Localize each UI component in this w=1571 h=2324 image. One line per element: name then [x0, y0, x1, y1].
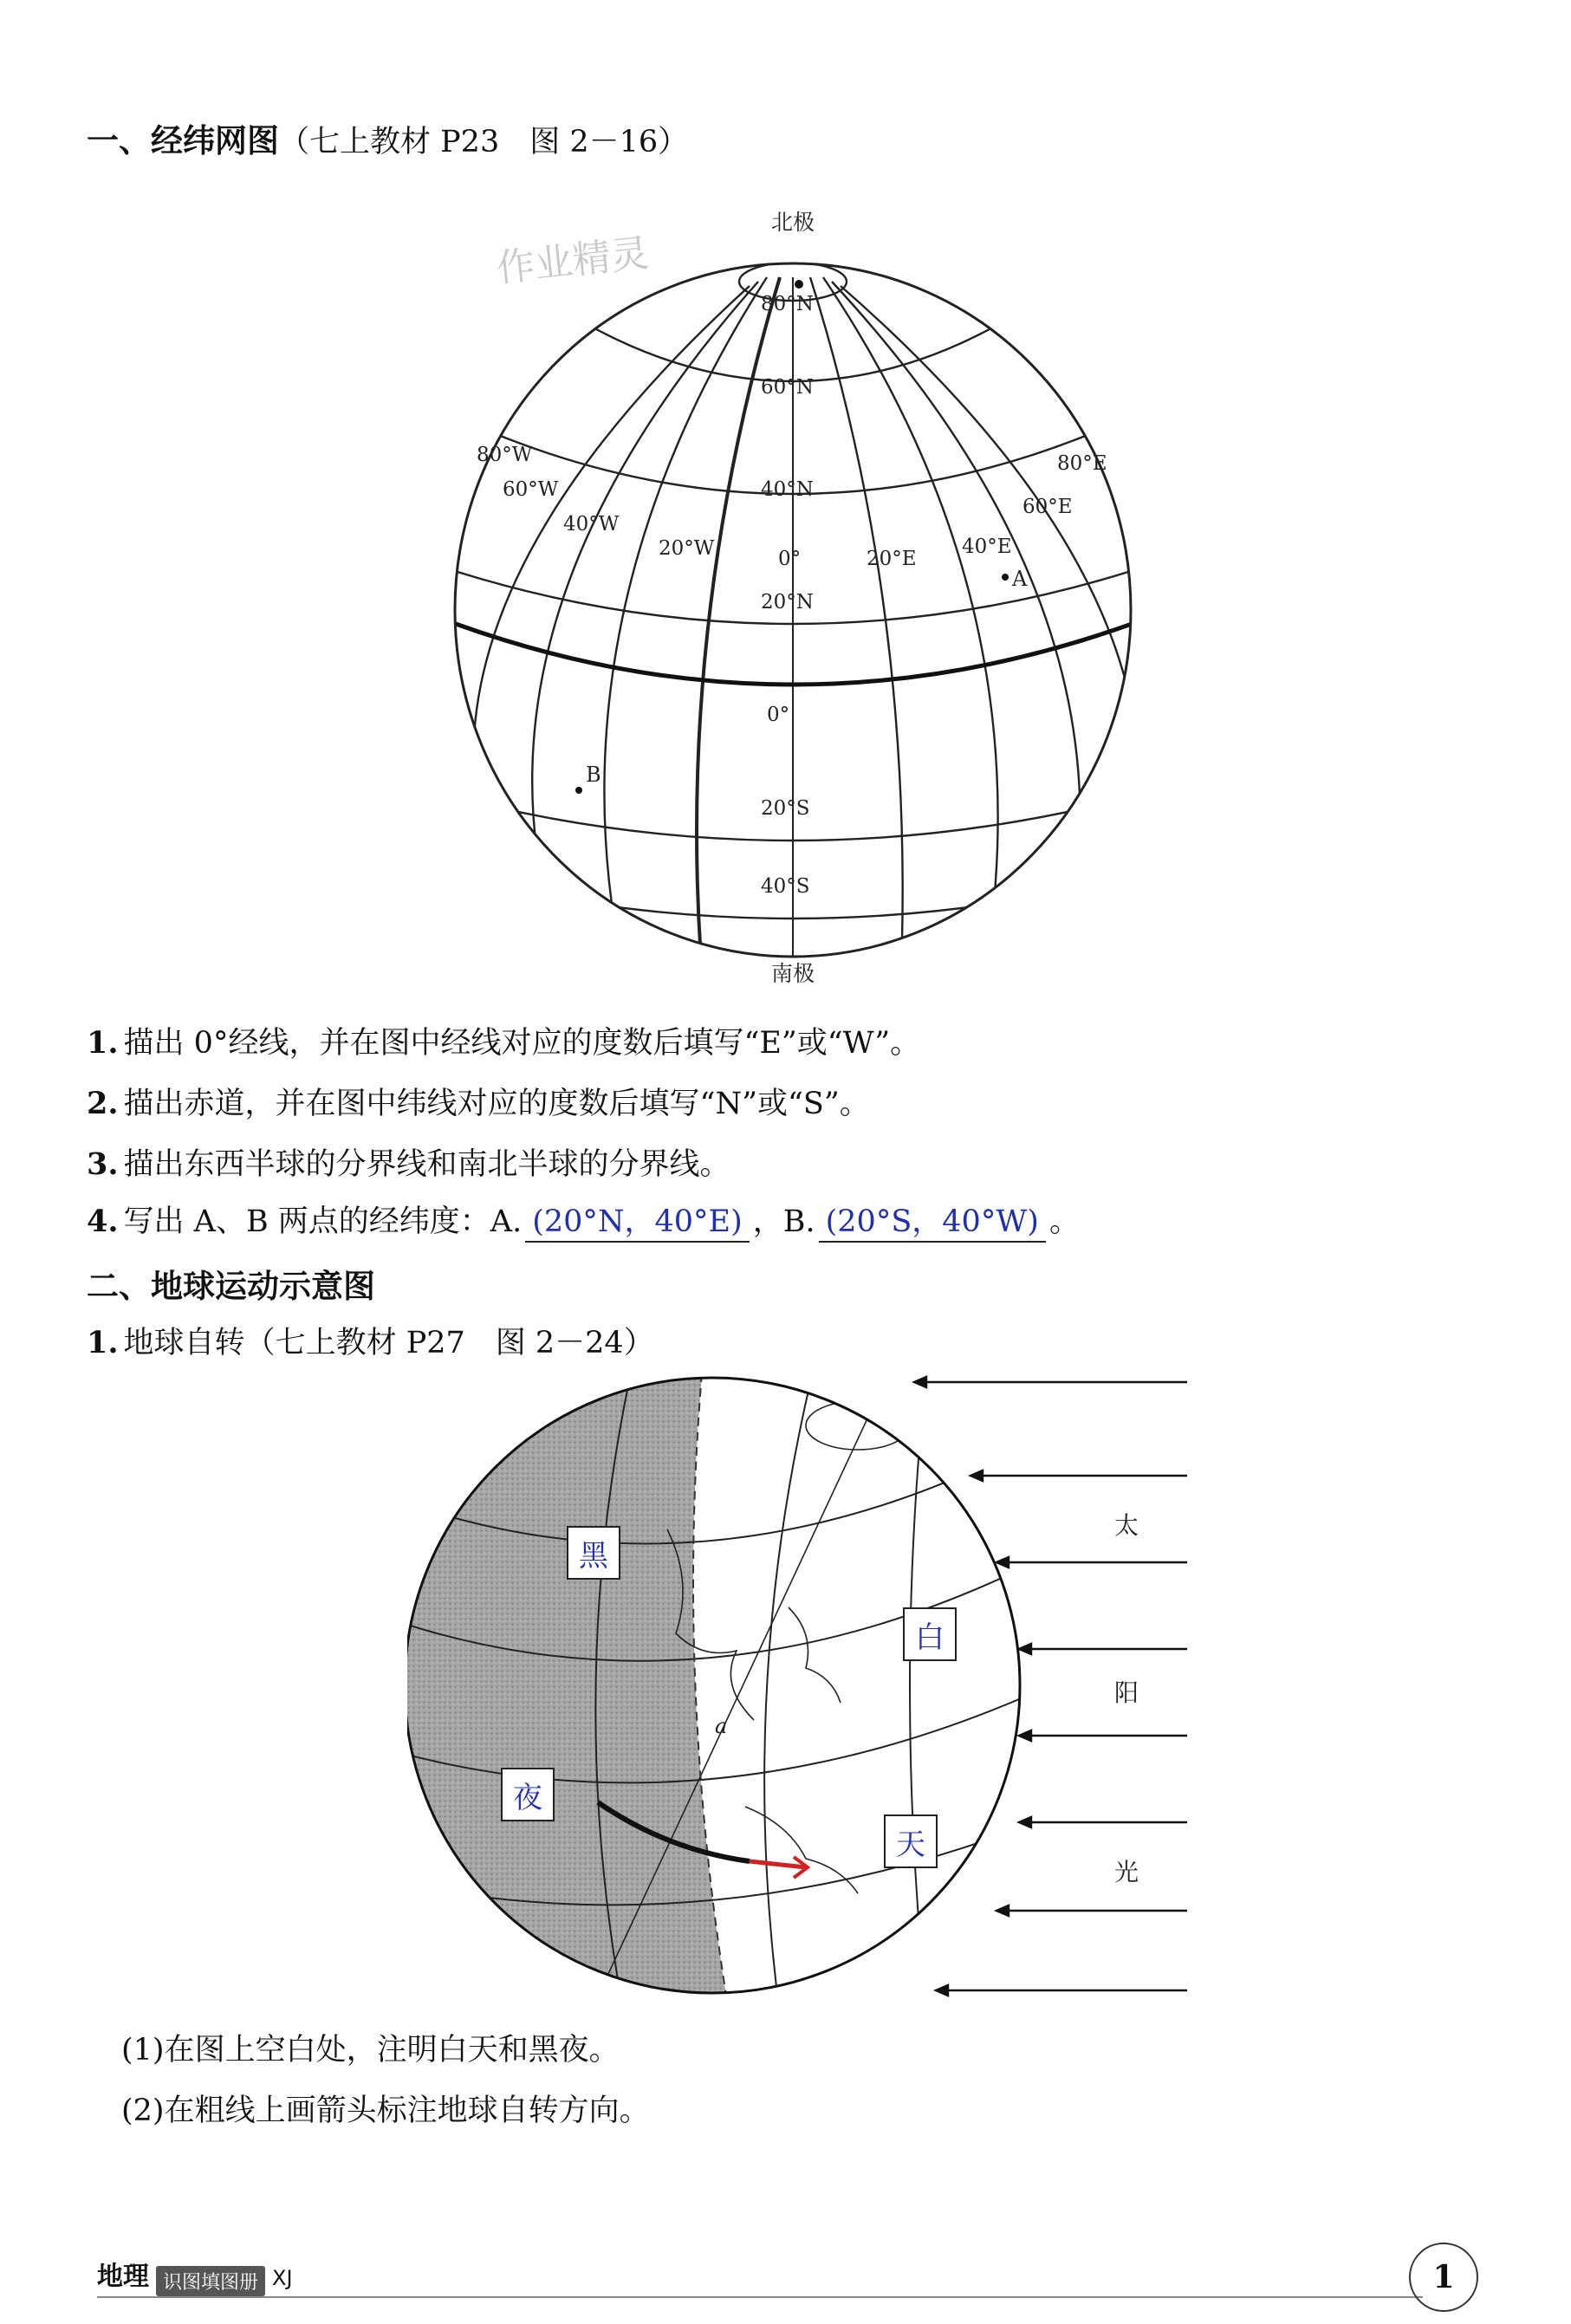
page-number: 1 [1409, 2243, 1478, 2312]
lat-label: 0° [767, 704, 790, 726]
day-label-box-2[interactable]: 天 [884, 1814, 938, 1868]
sunlight-char-2: 阳 [1113, 1678, 1139, 1707]
section-1-title [87, 114, 688, 161]
question-number: (2) [121, 2094, 165, 2128]
north-pole-dot [795, 280, 803, 289]
question-2-1 [121, 2026, 620, 2069]
lon-label: 80°E [1057, 452, 1107, 475]
question-number: 2. [87, 1086, 119, 1121]
lat-label: 80°N [761, 293, 814, 315]
lon-label: 20°E [867, 548, 917, 570]
lat-label: 20°S [761, 797, 810, 820]
question-text: 在粗线上画箭头标注地球自转方向。 [164, 2094, 650, 2128]
question-number: 1. [87, 1025, 119, 1061]
lon-label: 40°W [563, 513, 620, 536]
question-text-middle: ，B. [752, 1204, 815, 1239]
question-2-2 [121, 2087, 650, 2130]
night-label-box-2[interactable]: 夜 [501, 1768, 555, 1821]
question-number: 3. [87, 1146, 119, 1182]
rotation-globe [407, 1373, 1204, 2006]
answer-a-field[interactable]: (20°N，40°E) [525, 1198, 750, 1243]
question-text: 写出 A、B 两点的经纬度：A. [123, 1204, 523, 1239]
south-pole-label: 南极 [770, 961, 815, 986]
graticule-globe [416, 191, 1178, 988]
question-1-2 [87, 1080, 870, 1123]
question-1-1 [87, 1019, 920, 1062]
section-1-reference: （七上教材 P23 图 2－16） [279, 125, 689, 159]
footer-rule [97, 2296, 1423, 2298]
lon-label: 40°E [962, 536, 1012, 558]
question-text: 描出赤道，并在图中纬线对应的度数后填写“N”或“S”。 [123, 1087, 870, 1121]
lon-label: 20°W [659, 537, 715, 560]
lat-label: 20°N [761, 591, 814, 613]
lat-label: 60°N [761, 376, 814, 399]
footer-subject: 地理 [97, 2262, 149, 2292]
lon-label: 0° [778, 548, 802, 570]
lat-label: 40°S [761, 875, 810, 898]
lon-label: 60°E [1022, 496, 1073, 518]
point-b-label: B [586, 763, 601, 787]
day-label-box-1[interactable]: 白 [903, 1607, 957, 1661]
point-b-dot [575, 787, 582, 794]
question-text: 在图上空白处，注明白天和黑夜。 [164, 2033, 620, 2068]
question-1-4 [87, 1198, 1080, 1243]
question-text-end: 。 [1048, 1204, 1080, 1239]
subsection-number: 1. [87, 1325, 119, 1360]
subsection-reference: （七上教材 P27 图 2－24） [244, 1326, 654, 1360]
question-1-3 [87, 1140, 730, 1184]
footer-badge: 识图填图册 [156, 2266, 265, 2296]
sunlight-char-3: 光 [1113, 1858, 1139, 1886]
section-1-heading: 一、经纬网图 [87, 122, 279, 159]
answer-b-field[interactable]: (20°S，40°W) [819, 1198, 1046, 1243]
section-2-title: 二、地球运动示意图 [87, 1268, 375, 1305]
subsection-title: 地球自转 [123, 1326, 245, 1360]
small-a-label: a [715, 1714, 728, 1738]
question-text: 描出东西半球的分界线和南北半球的分界线。 [123, 1147, 730, 1182]
point-a-label: A [1012, 567, 1028, 591]
watermark: 作业精灵 [494, 230, 652, 291]
lon-label: 80°W [477, 444, 533, 466]
lat-label: 40°N [761, 478, 814, 501]
point-a-dot [1002, 574, 1009, 581]
lon-label: 60°W [503, 478, 559, 501]
north-pole-label: 北极 [770, 210, 815, 235]
question-number: 4. [87, 1204, 119, 1239]
night-label-box-1[interactable]: 黑 [567, 1526, 620, 1580]
question-number: (1) [121, 2033, 165, 2068]
night-side [407, 1373, 728, 2006]
footer [97, 2255, 293, 2296]
sunlight-char-1: 太 [1113, 1511, 1139, 1540]
question-text: 描出 0°经线，并在图中经线对应的度数后填写“E”或“W”。 [123, 1026, 921, 1061]
section-2-subtitle [87, 1319, 654, 1362]
footer-code: XJ [272, 2266, 293, 2290]
